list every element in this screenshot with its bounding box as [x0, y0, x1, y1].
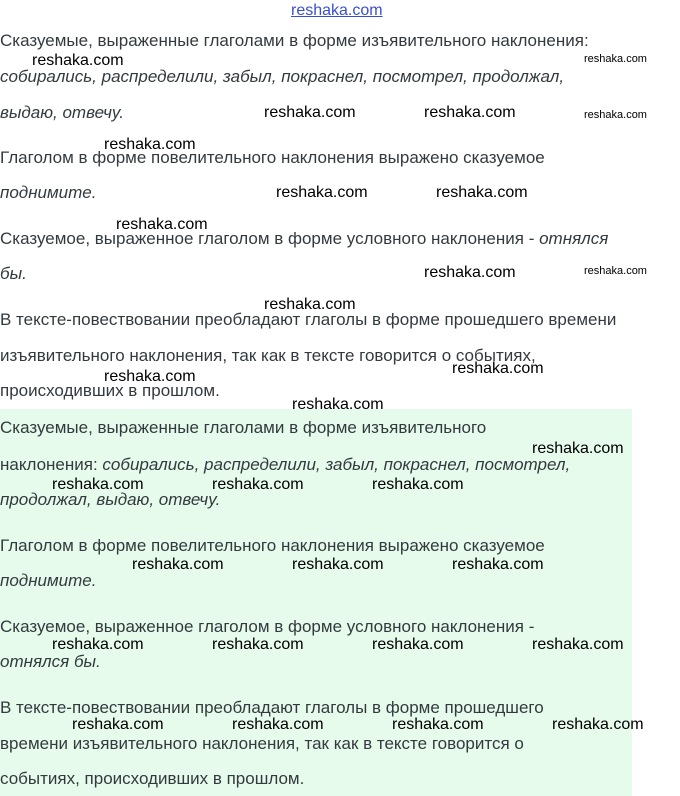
- watermark: reshaka.com: [584, 265, 647, 277]
- watermark: reshaka.com: [424, 104, 516, 121]
- watermark: reshaka.com: [584, 109, 647, 121]
- watermark: reshaka.com: [116, 216, 208, 233]
- watermark: reshaka.com: [52, 476, 144, 493]
- paragraph-narrative-line1: В тексте-повествовании преобладают глаголы в форме прошедшего: [0, 698, 544, 717]
- paragraph-narrative-line3: происходивших в прошлом.: [0, 381, 220, 400]
- watermark: reshaka.com: [452, 556, 544, 573]
- paragraph-imperative-line1: Глаголом в форме повелительного наклонения выражено сказуемое: [0, 148, 545, 167]
- watermark: reshaka.com: [532, 636, 624, 653]
- site-link[interactable]: reshaka.com: [291, 2, 383, 19]
- paragraph-imperative-line2: поднимите.: [0, 183, 97, 202]
- watermark: reshaka.com: [292, 556, 384, 573]
- watermark: reshaka.com: [32, 52, 124, 69]
- watermark: reshaka.com: [372, 636, 464, 653]
- paragraph-indicative-line2: наклонения: собирались, распределили, забыл, покраснел, посмотрел,: [0, 455, 571, 474]
- paragraph-conditional-line2: отнялся бы.: [0, 652, 101, 671]
- paragraph-narrative-line2: времени изъявительного наклонения, так как в тексте говорится о: [0, 734, 524, 753]
- paragraph-conditional-line2: бы.: [0, 264, 27, 283]
- watermark: reshaka.com: [292, 396, 384, 413]
- watermark: reshaka.com: [264, 104, 356, 121]
- paragraph-conditional-line1: Сказуемое, выраженное глаголом в форме условного наклонения - отнялся: [0, 229, 609, 248]
- watermark: reshaka.com: [104, 136, 196, 153]
- watermark: reshaka.com: [392, 716, 484, 733]
- paragraph-narrative-line2: изъявительного наклонения, так как в тексте говорится о событиях,: [0, 346, 536, 365]
- paragraph-narrative-line1: В тексте-повествовании преобладают глаголы в форме прошедшего времени: [0, 310, 617, 329]
- watermark: reshaka.com: [372, 476, 464, 493]
- paragraph-indicative-line3: продолжал, выдаю, отвечу.: [0, 490, 221, 509]
- watermark: reshaka.com: [436, 184, 528, 201]
- watermark: reshaka.com: [552, 716, 644, 733]
- watermark: reshaka.com: [532, 440, 624, 457]
- paragraph-indicative-line2: собирались, распределили, забыл, покраснел, посмотрел, продолжал,: [0, 67, 565, 86]
- paragraph-narrative-line3: событиях, происходивших в прошлом.: [0, 769, 305, 788]
- paragraph-indicative-line1: Сказуемые, выраженные глаголами в форме изъявительного наклонения:: [0, 31, 589, 50]
- watermark: reshaka.com: [132, 556, 224, 573]
- watermark: reshaka.com: [52, 636, 144, 653]
- paragraph-indicative-line1: Сказуемые, выраженные глаголами в форме изъявительного: [0, 418, 487, 437]
- watermark: reshaka.com: [584, 53, 647, 65]
- watermark: reshaka.com: [276, 184, 368, 201]
- watermark: reshaka.com: [72, 716, 164, 733]
- paragraph-indicative-line3: выдаю, отвечу.: [0, 103, 124, 122]
- paragraph-imperative-line1: Глаголом в форме повелительного наклонения выражено сказуемое: [0, 536, 545, 555]
- paragraph-conditional-line1: Сказуемое, выраженное глаголом в форме условного наклонения -: [0, 617, 535, 636]
- watermark: reshaka.com: [452, 360, 544, 377]
- watermark: reshaka.com: [212, 476, 304, 493]
- watermark: reshaka.com: [424, 264, 516, 281]
- watermark: reshaka.com: [104, 368, 196, 385]
- watermark: reshaka.com: [264, 296, 356, 313]
- watermark: reshaka.com: [212, 636, 304, 653]
- watermark: reshaka.com: [232, 716, 324, 733]
- paragraph-imperative-line2: поднимите.: [0, 571, 97, 590]
